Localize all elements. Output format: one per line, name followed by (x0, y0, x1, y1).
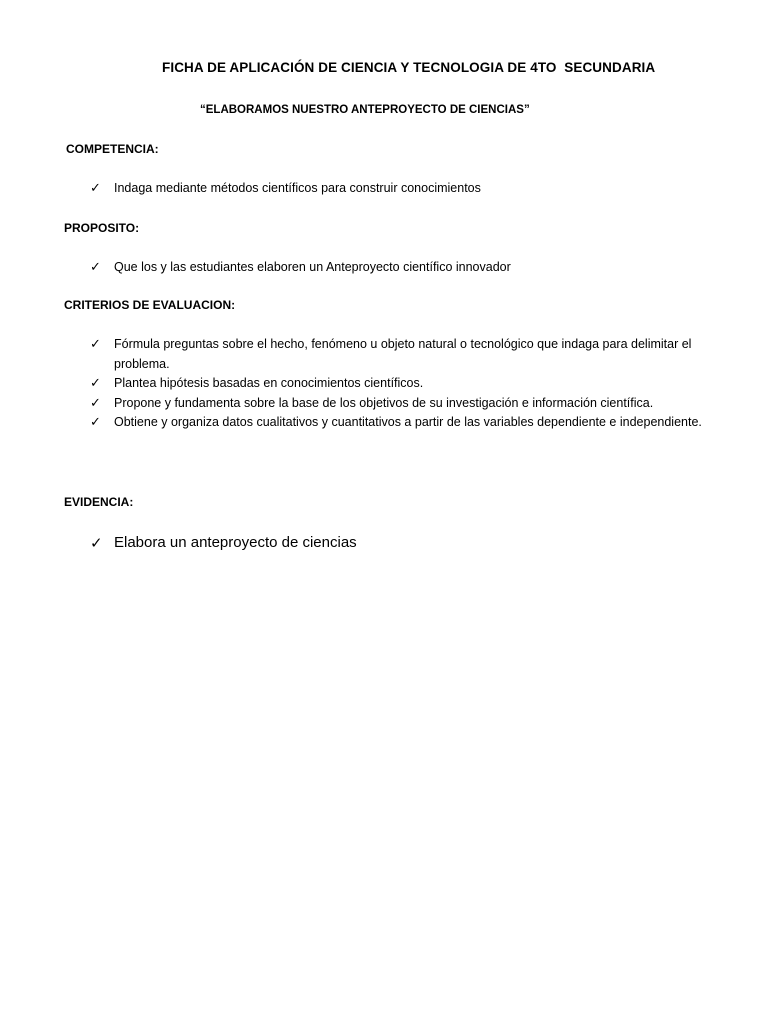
competencia-heading: COMPETENCIA: (66, 142, 159, 156)
checkmark-icon: ✓ (90, 415, 101, 430)
list-item-text: Que los y las estudiantes elaboren un Anteproyecto científico innovador (114, 260, 511, 274)
evidencia-list (90, 533, 704, 553)
list-item-text: Propone y fundamenta sobre la base de los objetivos de su investigación e información científica. (114, 395, 654, 410)
list-item-text: Obtiene y organiza datos cualitativos y cuantitativos a partir de las variables dependiente e independiente. (114, 415, 702, 429)
list-item-text: Indaga mediante métodos científicos para construir conocimientos (114, 181, 481, 195)
list-item (90, 179, 704, 199)
checkmark-icon: ✓ (90, 260, 101, 275)
criterios-heading: CRITERIOS DE EVALUACION: (64, 298, 236, 312)
proposito-list (90, 258, 704, 278)
checkmark-icon: ✓ (90, 181, 101, 196)
list-item (90, 533, 704, 553)
competencia-list (90, 179, 704, 199)
list-item (90, 258, 704, 278)
checkmark-icon: ✓ (90, 337, 101, 352)
list-item (90, 335, 704, 374)
list-item (90, 394, 704, 414)
checkmark-icon: ✓ (90, 376, 101, 391)
document-subtitle: “ELABORAMOS NUESTRO ANTEPROYECTO DE CIENCIAS” (200, 104, 530, 116)
checkmark-icon: ✓ (90, 534, 103, 552)
list-item (90, 374, 704, 394)
list-item-text: Fórmula preguntas sobre el hecho, fenómeno u objeto natural o tecnológico que indaga para delimitar el problema. (114, 337, 692, 371)
checkmark-icon: ✓ (90, 395, 101, 411)
list-item-text: Elabora un anteproyecto de ciencias (114, 534, 357, 551)
evidencia-heading: EVIDENCIA: (64, 495, 134, 509)
list-item-text: Plantea hipótesis basadas en conocimientos científicos. (114, 376, 424, 390)
proposito-heading: PROPOSITO: (64, 221, 140, 235)
list-item (90, 413, 704, 433)
document-title: FICHA DE APLICACIÓN DE CIENCIA Y TECNOLOGIA DE 4TO SECUNDARIA (162, 60, 656, 75)
criterios-list (90, 335, 704, 433)
